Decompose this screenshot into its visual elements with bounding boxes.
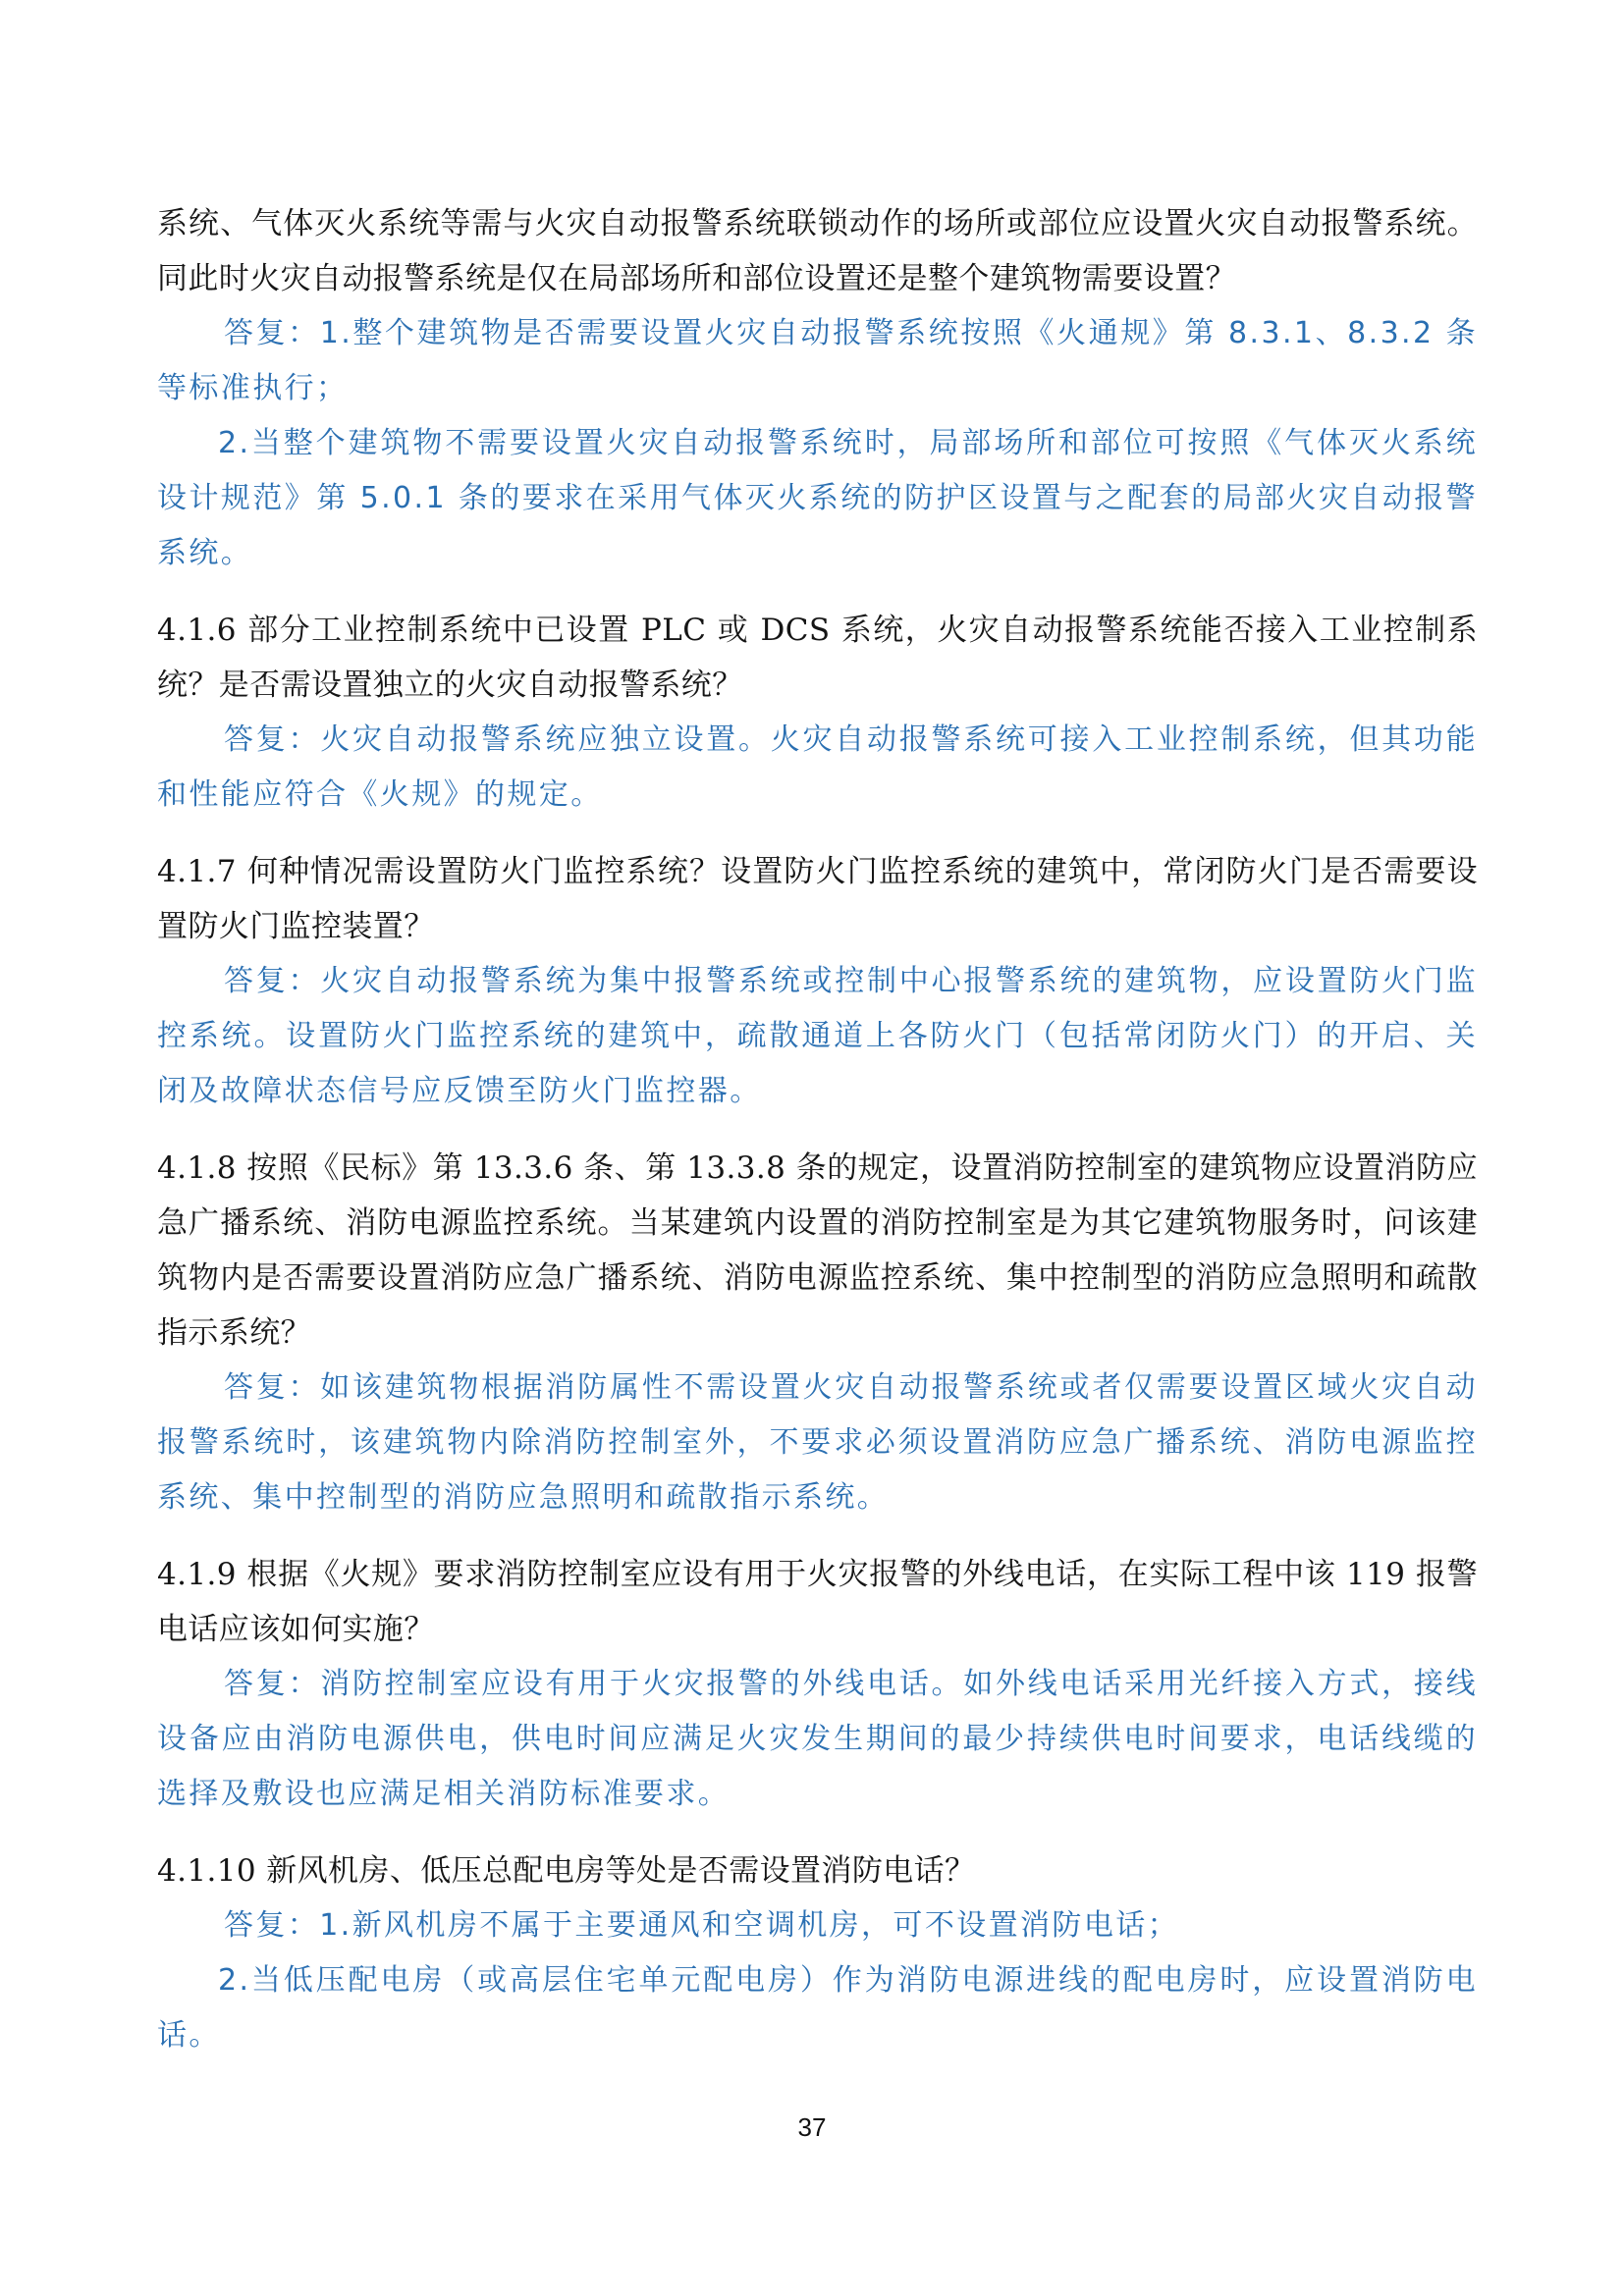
question-4-1-7: 4.1.7 何种情况需设置防火门监控系统？设置防火门监控系统的建筑中，常闭防火门是否需要设置防火门监控装置？ [157,854,1478,944]
answer-4-1-10-item-1: 答复：1.新风机房不属于主要通风和空调机房，可不设置消防电话； [224,1908,1180,1943]
answer-4-1-10-item-2: 2.当低压配电房（或高层住宅单元配电房）作为消防电源进线的配电房时，应设置消防电话。 [157,1963,1478,2053]
answer-paragraph: 2.当整个建筑物不需要设置火灾自动报警系统时，局部场所和部位可按照《气体灭火系统设计规范》第 5.0.1 条的要求在采用气体灭火系统的防护区设置与之配套的局部火灾自动报警系统。 [157,426,1478,570]
answer-4-1-8: 答复：如该建筑物根据消防属性不需设置火灾自动报警系统或者仅需要设置区域火灾自动报警系统时，该建筑物内除消防控制室外，不要求必须设置消防应急广播系统、消防电源监控系统、集中控制型的消防应急照明和疏散指示系统。 [157,1370,1478,1515]
question-paragraph: 系统、气体灭火系统等需与火灾自动报警系统联锁动作的场所或部位应设置火灾自动报警系统。同此时火灾自动报警系统是仅在局部场所和部位设置还是整个建筑物需要设置？ [157,206,1478,296]
answer-4-1-7: 答复：火灾自动报警系统为集中报警系统或控制中心报警系统的建筑物，应设置防火门监控系统。设置防火门监控系统的建筑中，疏散通道上各防火门（包括常闭防火门）的开启、关闭及故障状态信号应反馈至防火门监控器。 [157,964,1478,1108]
answer-4-1-9: 答复：消防控制室应设有用于火灾报警的外线电话。如外线电话采用光纤接入方式，接线设备应由消防电源供电，供电时间应满足火灾发生期间的最少持续供电时间要求，电话线缆的选择及敷设也应满足相关消防标准要求。 [157,1667,1478,1811]
question-4-1-8: 4.1.8 按照《民标》第 13.3.6 条、第 13.3.8 条的规定，设置消防控制室的建筑物应设置消防应急广播系统、消防电源监控系统。当某建筑内设置的消防控制室是为其它建筑物服务时，问该建筑物内是否需要设置消防应急广播系统、消防电源监控系统、集中控制型的消防应急照明和疏散指示系统？ [157,1150,1478,1351]
page-number: 37 [797,2112,827,2142]
answer-4-1-6: 答复：火灾自动报警系统应独立设置。火灾自动报警系统可接入工业控制系统，但其功能和性能应符合《火规》的规定。 [157,722,1478,812]
document-body [157,196,1478,2063]
answer-paragraph: 答复：1.整个建筑物是否需要设置火灾自动报警系统按照《火通规》第 8.3.1、8.3.2 条等标准执行； [157,316,1478,405]
question-4-1-10: 4.1.10 新风机房、低压总配电房等处是否需设置消防电话？ [157,1853,976,1889]
question-4-1-6: 4.1.6 部分工业控制系统中已设置 PLC 或 DCS 系统，火灾自动报警系统能否接入工业控制系统？是否需设置独立的火灾自动报警系统？ [157,613,1478,703]
question-4-1-9: 4.1.9 根据《火规》要求消防控制室应设有用于火灾报警的外线电话，在实际工程中该 119 报警电话应该如何实施？ [157,1557,1478,1647]
